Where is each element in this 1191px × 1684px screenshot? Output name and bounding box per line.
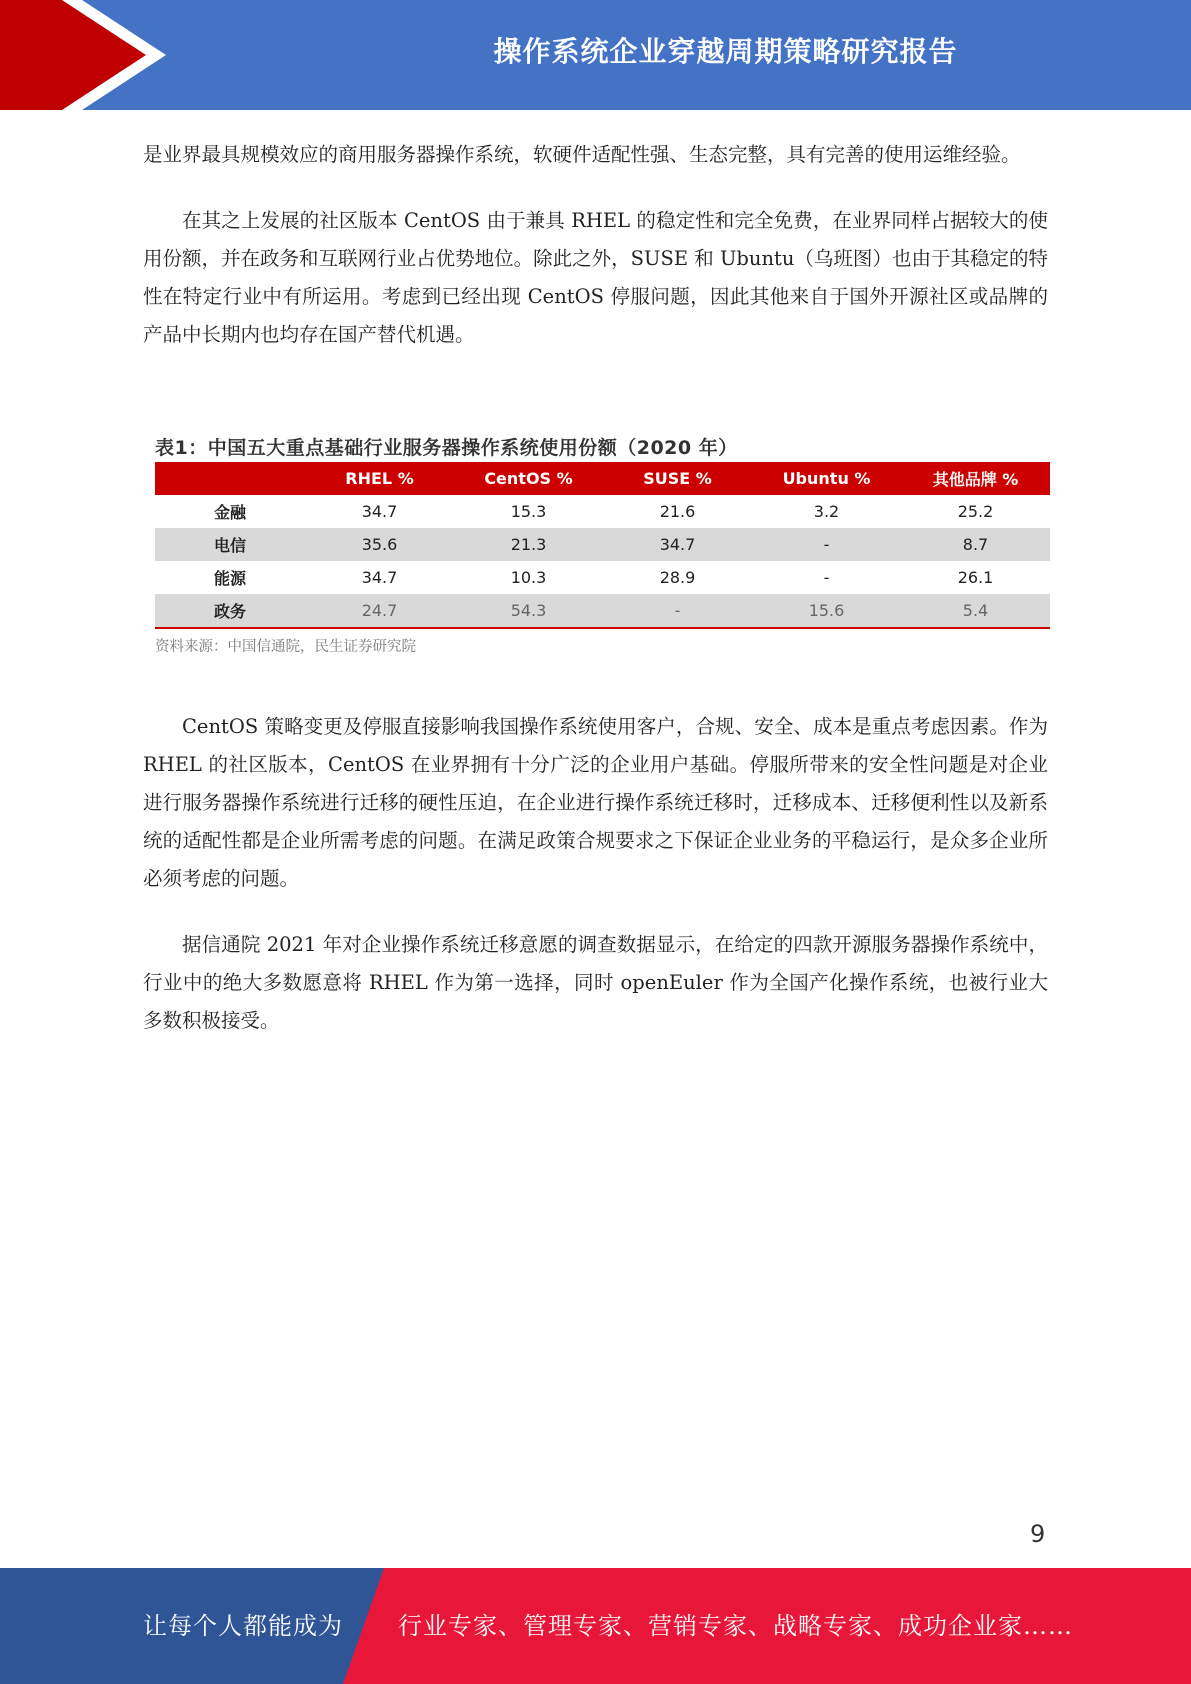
table-header-row <box>155 462 1050 495</box>
column-header: CentOS % <box>454 462 603 495</box>
column-header: RHEL % <box>305 462 454 495</box>
table-cell: 25.2 <box>957 502 994 521</box>
table-row <box>155 594 1050 628</box>
table-cell: - <box>752 528 901 561</box>
page-number: 9 <box>1030 1520 1046 1548</box>
paragraph-3: CentOS 策略变更及停服直接影响我国操作系统使用客户，合规、安全、成本是重点考虑因素。作为 RHEL 的社区版本，CentOS 在业界拥有十分广泛的企业用户基础。停服所带来的安全性问题是对企业进行服务器操作系统进行迁移的硬性压迫，在企业进行操作系统迁移时，迁移成本、迁移便利性以及新系统的适配性都是企业所需考虑的问题。在满足政策合规要求之下保证企业业务的平稳运行，是众多企业所必须考虑的问题。 <box>143 715 1048 890</box>
column-header: SUSE % <box>603 462 752 495</box>
table-cell: 21.6 <box>659 502 696 521</box>
table-cell: 24.7 <box>305 594 454 628</box>
table-cell: 34.7 <box>361 568 398 587</box>
page-header <box>0 0 1191 110</box>
column-header <box>155 462 305 495</box>
page-footer <box>0 1568 1191 1684</box>
table-row <box>155 561 1050 594</box>
main-content <box>143 136 1048 354</box>
table-cell: 21.3 <box>454 528 603 561</box>
table-row <box>155 495 1050 528</box>
footer-slogan-right: 行业专家、管理专家、营销专家、战略专家、成功企业家…… <box>398 1612 1073 1640</box>
row-label: 金融 <box>213 503 246 522</box>
table-cell: 3.2 <box>813 502 840 521</box>
table-cell: 34.7 <box>361 502 398 521</box>
table-cell: 15.3 <box>510 502 547 521</box>
table-cell: 26.1 <box>957 568 994 587</box>
os-share-table-block <box>155 434 1050 656</box>
row-label: 政务 <box>155 594 305 628</box>
column-header: Ubuntu % <box>752 462 901 495</box>
table-cell: 35.6 <box>305 528 454 561</box>
table-cell: 15.6 <box>752 594 901 628</box>
table-cell: - <box>603 594 752 628</box>
report-title: 操作系统企业穿越周期策略研究报告 <box>493 35 958 68</box>
table-cell: 10.3 <box>510 568 547 587</box>
row-label: 能源 <box>213 569 246 588</box>
table-cell: - <box>823 568 830 587</box>
table-source-note: 资料来源：中国信通院，民生证券研究院 <box>155 639 416 655</box>
table-cell: 54.3 <box>454 594 603 628</box>
row-label: 电信 <box>155 528 305 561</box>
table-caption: 表1：中国五大重点基础行业服务器操作系统使用份额（2020 年） <box>155 437 738 459</box>
paragraph-4: 据信通院 2021 年对企业操作系统迁移意愿的调查数据显示，在给定的四款开源服务器操作系统中，行业中的绝大多数愿意将 RHEL 作为第一选择，同时 openEuler 作为全国产化操作系统，也被行业大多数积极接受。 <box>143 933 1048 1032</box>
table-cell: 34.7 <box>603 528 752 561</box>
table-cell: 8.7 <box>901 528 1050 561</box>
table-row <box>155 528 1050 561</box>
os-share-table <box>155 462 1050 629</box>
table-cell: 5.4 <box>901 594 1050 628</box>
main-content-lower <box>143 708 1048 1040</box>
table-cell: 28.9 <box>659 568 696 587</box>
paragraph-1: 是业界最具规模效应的商用服务器操作系统，软硬件适配性强、生态完整，具有完善的使用运维经验。 <box>143 143 1021 166</box>
paragraph-2: 在其之上发展的社区版本 CentOS 由于兼具 RHEL 的稳定性和完全免费，在业界同样占据较大的使用份额，并在政务和互联网行业占优势地位。除此之外，SUSE 和 Ubuntu（乌班图）也由于其稳定的特性在特定行业中有所运用。考虑到已经出现 CentOS 停服问题，因此其他来自于国外开源社区或品牌的产品中长期内也均存在国产替代机遇。 <box>143 209 1048 346</box>
footer-slogan-left: 让每个人都能成为 <box>143 1612 343 1640</box>
column-header: 其他品牌 % <box>901 462 1050 495</box>
